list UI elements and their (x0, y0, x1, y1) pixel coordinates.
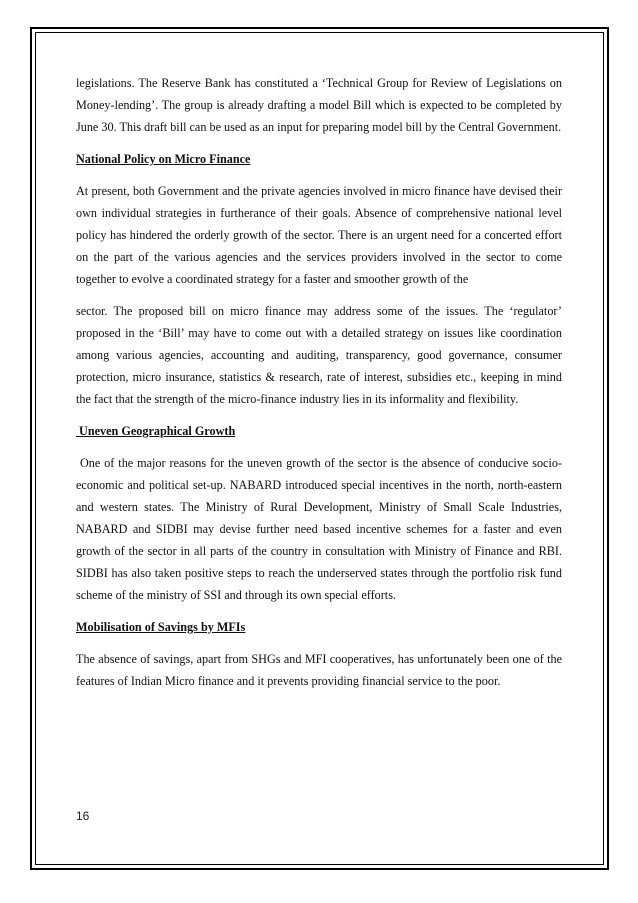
heading-national-policy: National Policy on Micro Finance (76, 152, 251, 166)
page-number: 16 (76, 809, 90, 823)
document-body (76, 72, 566, 692)
paragraph-mobilisation-savings: The absence of savings, apart from SHGs and MFI cooperatives, has unfortunately been one of the features of Indian Micro finance and it prevents providing financial service to the poor. (76, 652, 562, 688)
paragraph-regulator: sector. The proposed bill on micro finance may address some of the issues. The ‘regulator’ proposed in the ‘Bill’ may have to come out with a detailed strategy on issues like coordination among various agencies, accounting and auditing, transparency, good governance, consumer protection, micro insurance, statistics & research, rate of interest, subsidies etc., keeping in mind the fact that the strength of the micro-finance industry lies in its informality and flexibility. (76, 304, 562, 406)
heading-uneven-growth: Uneven Geographical Growth (76, 424, 236, 438)
paragraph-uneven-growth: One of the major reasons for the uneven growth of the sector is the absence of conducive socio-economic and political set-up. NABARD introduced special incentives in the north, north-eastern and western states. The Ministry of Rural Development, Ministry of Small Scale Industries, NABARD and SIDBI may devise further need based incentive schemes for a faster and even growth of the sector in all parts of the country in consultation with Ministry of Finance and RBI. SIDBI has also taken positive steps to reach the underserved states through the portfolio risk fund scheme of the ministry of SSI and through its own special efforts. (76, 456, 566, 602)
paragraph-legislations: legislations. The Reserve Bank has constituted a ‘Technical Group for Review of Legislations on Money-lending’. The group is already drafting a model Bill which is expected to be completed by June 30. This draft bill can be used as an input for preparing model bill by the Central Government. (76, 76, 562, 134)
heading-mobilisation-savings: Mobilisation of Savings by MFIs (76, 620, 246, 634)
paragraph-national-policy: At present, both Government and the private agencies involved in micro finance have devised their own individual strategies in furtherance of their goals. Absence of comprehensive national level policy has hindered the orderly growth of the sector. There is an urgent need for a concerted effort on the part of the various agencies and the services providers involved in the sector to come together to evolve a coordinated strategy for a faster and smoother growth of the (76, 184, 562, 286)
